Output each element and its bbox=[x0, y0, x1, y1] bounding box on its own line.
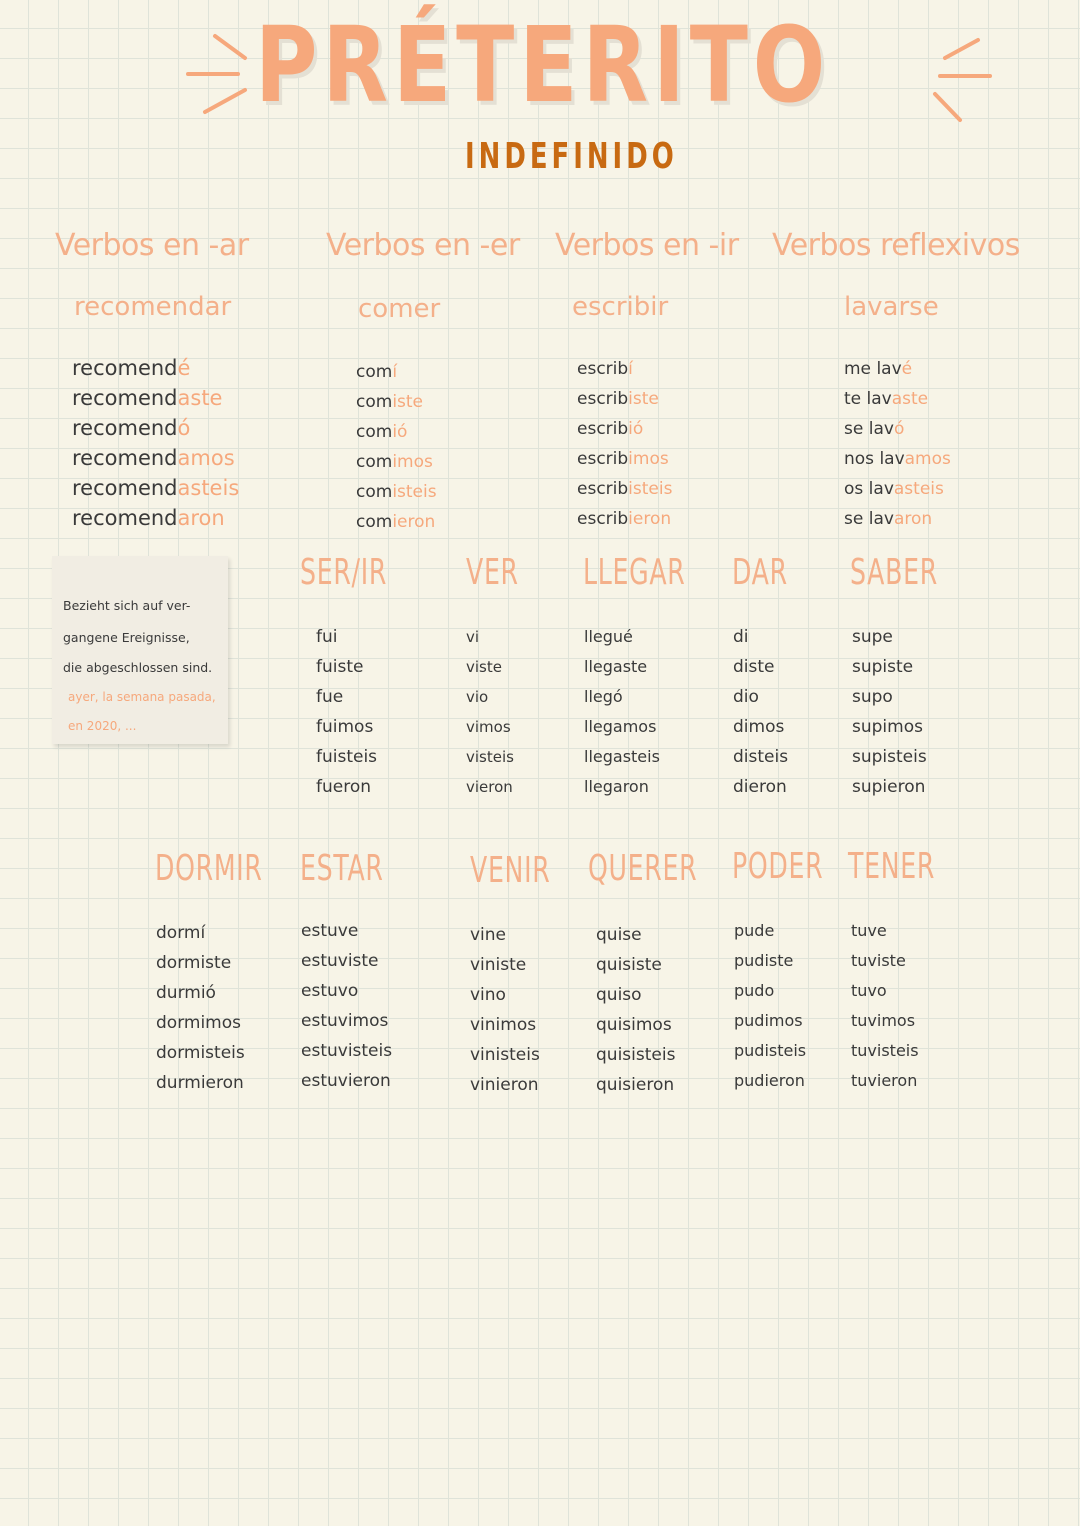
conjugation-row: vio bbox=[466, 688, 489, 706]
conjugation-row: quisiste bbox=[596, 955, 662, 975]
conjugation-row: llegaron bbox=[584, 777, 649, 796]
conjugation-row: llegué bbox=[584, 627, 633, 646]
conjugation-row: di bbox=[733, 627, 749, 647]
infinitive-recomendar: recomendar bbox=[74, 292, 232, 322]
conjugation-row: fuiste bbox=[316, 657, 364, 677]
conjugation-row: llegasteis bbox=[584, 747, 660, 766]
conjugation-row: vino bbox=[470, 985, 506, 1005]
left-ray-bottom bbox=[205, 90, 245, 112]
conjugation-row: dormimos bbox=[156, 1013, 241, 1033]
conjugation-row: diste bbox=[733, 657, 775, 677]
conjugation-row: fuisteis bbox=[316, 747, 378, 767]
note-line-1: Bezieht sich auf ver- bbox=[63, 598, 191, 613]
conjugation-row: comí bbox=[356, 362, 398, 382]
infinitive-comer: comer bbox=[358, 294, 441, 324]
conjugation-list-escribir bbox=[577, 354, 672, 534]
conjugation-row: recomendaste bbox=[72, 386, 223, 410]
conjugation-row: quiso bbox=[596, 985, 642, 1005]
note-line-2: gangene Ereignisse, bbox=[63, 630, 190, 645]
conjugation-row: fueron bbox=[316, 777, 372, 797]
verb-heading-poder: PODER bbox=[732, 846, 824, 887]
conjugation-row: viniste bbox=[470, 955, 527, 975]
conjugation-row: dieron bbox=[733, 777, 787, 797]
conjugation-row: estuve bbox=[301, 921, 359, 941]
conjugation-row: se lavaron bbox=[844, 509, 933, 529]
conjugation-row: visteis bbox=[466, 748, 514, 766]
left-ray-top bbox=[215, 36, 245, 58]
conjugation-row: recomendó bbox=[72, 416, 191, 440]
conjugation-row: recomendamos bbox=[72, 446, 235, 470]
conjugation-row: escribieron bbox=[577, 509, 672, 529]
conjugation-row: escribimos bbox=[577, 449, 669, 469]
conjugation-row: escribiste bbox=[577, 389, 659, 409]
verb-heading-saber: SABER bbox=[850, 552, 938, 593]
conjugation-row: estuvo bbox=[301, 981, 359, 1001]
verb-heading-tener: TENER bbox=[848, 846, 936, 887]
conjugation-row: pude bbox=[734, 921, 775, 940]
note-line-3: die abgeschlossen sind. bbox=[63, 660, 213, 675]
conjugation-list-recomendar bbox=[72, 353, 239, 533]
conjugation-row: llegamos bbox=[584, 717, 657, 736]
verb-heading-estar: ESTAR bbox=[300, 848, 384, 889]
conjugation-list-dar bbox=[733, 622, 788, 802]
conjugation-row: quisieron bbox=[596, 1075, 675, 1095]
verb-heading-venir: VENIR bbox=[470, 850, 551, 891]
conjugation-row: recomendaron bbox=[72, 506, 225, 530]
conjugation-row: tuvo bbox=[851, 981, 887, 1000]
conjugation-list-comer bbox=[356, 357, 437, 537]
conjugation-row: tuvimos bbox=[851, 1011, 916, 1030]
conjugation-row: vinimos bbox=[470, 1015, 537, 1035]
conjugation-row: fuimos bbox=[316, 717, 374, 737]
conjugation-row: vi bbox=[466, 628, 480, 646]
category-ar-heading: Verbos en -ar bbox=[55, 228, 249, 263]
conjugation-row: nos lavamos bbox=[844, 449, 951, 469]
verb-heading-dormir: DORMIR bbox=[155, 848, 263, 889]
conjugation-row: escribí bbox=[577, 359, 633, 379]
conjugation-row: supisteis bbox=[852, 747, 927, 767]
conjugation-row: me lavé bbox=[844, 359, 913, 379]
conjugation-row: quisimos bbox=[596, 1015, 672, 1035]
conjugation-row: os lavasteis bbox=[844, 479, 944, 499]
verb-heading-ser-ir: SER/IR bbox=[300, 552, 388, 593]
conjugation-row: quisisteis bbox=[596, 1045, 676, 1065]
conjugation-list-llegar bbox=[584, 622, 660, 802]
page-title: PRÉTERITO bbox=[255, 4, 831, 126]
conjugation-row: recomendé bbox=[72, 356, 191, 380]
conjugation-row: vieron bbox=[466, 778, 513, 796]
conjugation-list-querer bbox=[596, 920, 675, 1100]
conjugation-row: estuvimos bbox=[301, 1011, 389, 1031]
conjugation-row: vine bbox=[470, 925, 507, 945]
conjugation-row: te lavaste bbox=[844, 389, 929, 409]
conjugation-row: llegó bbox=[584, 687, 623, 706]
verb-heading-querer: QUERER bbox=[588, 848, 698, 889]
conjugation-list-dormir bbox=[156, 918, 245, 1098]
conjugation-row: dio bbox=[733, 687, 759, 707]
note-example-1: ayer, la semana pasada, bbox=[68, 690, 216, 704]
conjugation-row: supo bbox=[852, 687, 893, 707]
conjugation-row: pudimos bbox=[734, 1011, 803, 1030]
conjugation-row: fui bbox=[316, 627, 338, 647]
conjugation-row: llegaste bbox=[584, 657, 648, 676]
right-ray-top bbox=[945, 40, 978, 58]
conjugation-row: supieron bbox=[852, 777, 926, 797]
conjugation-list-ser-ir bbox=[316, 622, 377, 802]
conjugation-row: comimos bbox=[356, 452, 433, 472]
infinitive-escribir: escribir bbox=[572, 292, 669, 322]
conjugation-row: quise bbox=[596, 925, 642, 945]
conjugation-row: tuvieron bbox=[851, 1071, 918, 1090]
conjugation-row: fue bbox=[316, 687, 344, 707]
conjugation-row: viste bbox=[466, 658, 502, 676]
conjugation-row: comisteis bbox=[356, 482, 437, 502]
conjugation-row: tuve bbox=[851, 921, 887, 940]
category-er-heading: Verbos en -er bbox=[326, 228, 520, 263]
verb-heading-llegar: LLEGAR bbox=[583, 552, 686, 593]
conjugation-row: pudiste bbox=[734, 951, 794, 970]
conjugation-row: durmieron bbox=[156, 1073, 244, 1093]
conjugation-row: escribió bbox=[577, 419, 644, 439]
conjugation-list-saber bbox=[852, 622, 927, 802]
conjugation-row: vinieron bbox=[470, 1075, 539, 1095]
conjugation-row: disteis bbox=[733, 747, 789, 767]
conjugation-row: estuviste bbox=[301, 951, 379, 971]
conjugation-row: dormisteis bbox=[156, 1043, 245, 1063]
conjugation-row: dormí bbox=[156, 923, 206, 943]
conjugation-row: se lavó bbox=[844, 419, 905, 439]
infinitive-lavarse: lavarse bbox=[844, 292, 939, 322]
conjugation-row: estuvieron bbox=[301, 1071, 391, 1091]
note-example-2: en 2020, ... bbox=[68, 719, 137, 733]
conjugation-row: vimos bbox=[466, 718, 511, 736]
conjugation-row: comieron bbox=[356, 512, 436, 532]
conjugation-row: tuviste bbox=[851, 951, 906, 970]
conjugation-row: escribisteis bbox=[577, 479, 673, 499]
explanation-note bbox=[52, 556, 228, 744]
conjugation-row: tuvisteis bbox=[851, 1041, 919, 1060]
conjugation-row: comiste bbox=[356, 392, 424, 412]
conjugation-list-venir bbox=[470, 920, 540, 1100]
category-reflexive-heading: Verbos reflexivos bbox=[772, 228, 1020, 263]
conjugation-row: recomendasteis bbox=[72, 476, 240, 500]
verb-heading-dar: DAR bbox=[732, 552, 788, 593]
conjugation-list-tener bbox=[851, 916, 919, 1096]
category-ir-heading: Verbos en -ir bbox=[555, 228, 739, 263]
conjugation-row: pudieron bbox=[734, 1071, 805, 1090]
verb-heading-ver: VER bbox=[466, 552, 519, 593]
conjugation-list-lavarse bbox=[844, 354, 951, 534]
conjugation-row: vinisteis bbox=[470, 1045, 540, 1065]
conjugation-list-estar bbox=[301, 916, 392, 1096]
page-subtitle: INDEFINIDO bbox=[465, 136, 678, 177]
conjugation-row: supiste bbox=[852, 657, 914, 677]
conjugation-row: comió bbox=[356, 422, 408, 442]
conjugation-row: durmió bbox=[156, 983, 216, 1003]
conjugation-list-poder bbox=[734, 916, 806, 1096]
conjugation-row: pudo bbox=[734, 981, 775, 1000]
conjugation-row: dormiste bbox=[156, 953, 232, 973]
conjugation-row: estuvisteis bbox=[301, 1041, 393, 1061]
right-ray-bottom bbox=[935, 94, 960, 120]
conjugation-list-ver bbox=[466, 622, 514, 802]
conjugation-row: supe bbox=[852, 627, 893, 647]
conjugation-row: dimos bbox=[733, 717, 785, 737]
conjugation-row: supimos bbox=[852, 717, 923, 737]
conjugation-row: pudisteis bbox=[734, 1041, 807, 1060]
